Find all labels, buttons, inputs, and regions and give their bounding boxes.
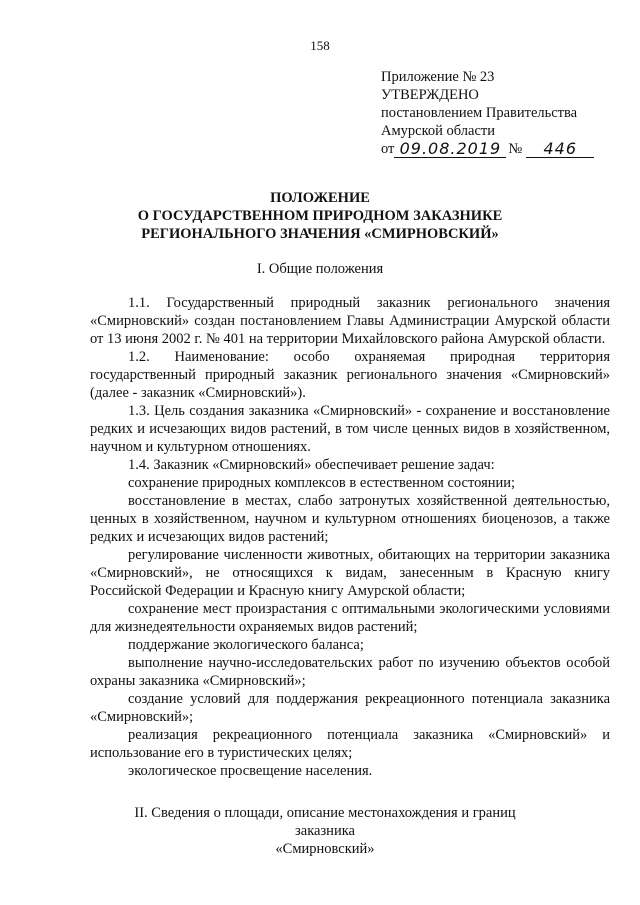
section-1-body	[90, 294, 610, 780]
approved-label: УТВЕРЖДЕНО	[381, 87, 479, 103]
task-item: создание условий для поддержания рекреационного потенциала заказника «Смирновский»;	[90, 691, 610, 725]
date-number-line	[381, 140, 611, 158]
title-line-3: РЕГИОНАЛЬНОГО ЗНАЧЕНИЯ «СМИРНОВСКИЙ»	[141, 226, 499, 242]
resolution-label: постановлением Правительства	[381, 105, 578, 121]
task-item: восстановление в местах, слабо затронутых хозяйственной деятельностью, ценных в хозяйственном, научном и культурном отношениях биоценозов, а также редких и исчезающих видов растений;	[90, 493, 610, 545]
section-2-heading-line-2: «Смирновский»	[275, 841, 375, 857]
from-prefix: от	[381, 141, 395, 157]
document-title	[60, 189, 580, 243]
approval-block	[381, 68, 611, 158]
region-label: Амурской области	[381, 123, 495, 139]
paragraph-1-1: 1.1. Государственный природный заказник регионального значения «Смирновский» создан постановлением Главы Администрации Амурской области от 13 июня 2002 г. № 401 на территории Михайловского района Амурской области.	[90, 295, 610, 347]
section-2-heading	[110, 804, 540, 858]
title-line-2: О ГОСУДАРСТВЕННОМ ПРИРОДНОМ ЗАКАЗНИКЕ	[137, 208, 503, 224]
task-item: сохранение природных комплексов в естественном состоянии;	[128, 475, 516, 491]
title-line-1: ПОЛОЖЕНИЕ	[270, 190, 370, 206]
number-prefix: №	[508, 141, 523, 157]
page-number: 158	[310, 38, 330, 53]
section-1-heading: I. Общие положения	[256, 261, 384, 277]
task-item: выполнение научно-исследовательских работ по изучению объектов особой охраны заказника «Смирновский»;	[90, 655, 610, 689]
task-item: реализация рекреационного потенциала заказника «Смирновский» и использование его в туристических целях;	[90, 727, 610, 761]
section-2-heading-line-1: II. Сведения о площади, описание местонахождения и границ заказника	[134, 805, 516, 839]
task-item: поддержание экологического баланса;	[128, 637, 364, 653]
task-item: экологическое просвещение населения.	[128, 763, 373, 779]
task-item: сохранение мест произрастания с оптимальными экологическими условиями для жизнедеятельности охраняемых видов растений;	[90, 601, 610, 635]
handwritten-number: 446	[526, 141, 594, 158]
handwritten-date: 09.08.2019	[394, 141, 506, 158]
paragraph-1-3: 1.3. Цель создания заказника «Смирновский» - сохранение и восстановление редких и исчезающих видов растений, в том числе ценных видов в хозяйственном, научном и культурном отношениях.	[90, 403, 610, 455]
paragraph-1-4: 1.4. Заказник «Смирновский» обеспечивает решение задач:	[128, 457, 495, 473]
appendix-label: Приложение № 23	[381, 69, 495, 85]
task-item: регулирование численности животных, обитающих на территории заказника «Смирновский», не относящихся к видам, занесенным в Красную книгу Российской Федерации и Красную книгу Амурской области;	[90, 547, 610, 599]
paragraph-1-2: 1.2. Наименование: особо охраняемая природная территория государственный природный заказник регионального значения «Смирновский» (далее - заказник «Смирновский»).	[90, 349, 610, 401]
